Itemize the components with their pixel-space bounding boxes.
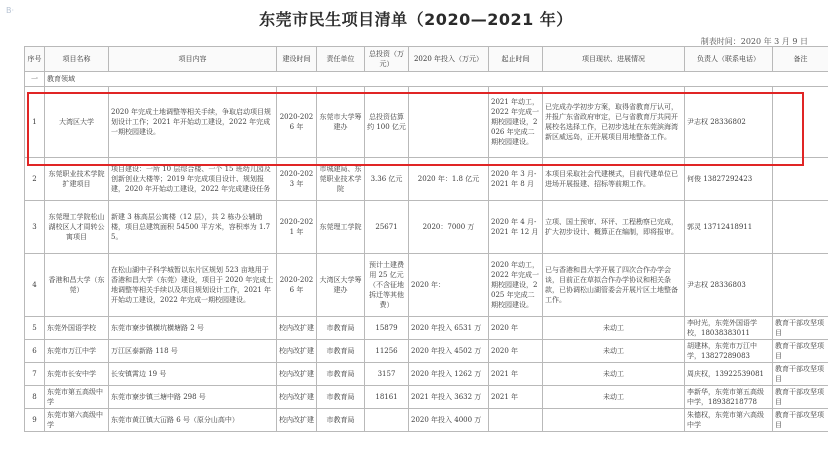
cell-content: 2020 年完成土地调整等相关手续，争取启动项目规划设计工作；2021 年开始动工建设，2022 年完成一期校园建设。: [109, 87, 277, 158]
cell-progress: 未动工: [543, 386, 685, 409]
cell-note: [773, 158, 829, 201]
header-content: 项目内容: [109, 47, 277, 72]
cell-milestone: 2021 年: [489, 363, 543, 386]
cell-unit: 市教育局: [317, 317, 365, 340]
section-row: [25, 72, 829, 87]
cell-seq: 3: [25, 201, 45, 254]
section-label: 教育领域: [45, 72, 829, 87]
cell-contact: 李新华，东莞市第五高级中学，18938218778: [685, 386, 773, 409]
cell-period: 校内改扩建: [277, 317, 317, 340]
cell-seq: 1: [25, 87, 45, 158]
corner-mark: B·: [6, 6, 15, 15]
cell-period: 校内改扩建: [277, 409, 317, 432]
cell-period: 2020-2026 年: [277, 254, 317, 317]
header-unit: 责任单位: [317, 47, 365, 72]
table-row: [25, 201, 829, 254]
cell-note: [773, 254, 829, 317]
cell-content: 新建 3 栋高层公寓楼（12 层），共 2 栋办公辅助楼，项目总建筑面积 54500 平方米，容积率为 1.75。: [109, 201, 277, 254]
cell-seq: 5: [25, 317, 45, 340]
cell-invest: 11256: [365, 340, 409, 363]
table-row: [25, 317, 829, 340]
cell-invest: 25671: [365, 201, 409, 254]
table-row: [25, 363, 829, 386]
cell-milestone: 2020 年 4 月-2021 年 12 月: [489, 201, 543, 254]
cell-period: 校内改扩建: [277, 363, 317, 386]
cell-progress: 未动工: [543, 363, 685, 386]
cell-content: 长安镇霄边 19 号: [109, 363, 277, 386]
cell-name: 东莞职业技术学院扩建项目: [45, 158, 109, 201]
cell-note: 教育干部攻坚项目: [773, 386, 829, 409]
cell-content: 东莞市黄江镇大冚路 6 号（原分山高中）: [109, 409, 277, 432]
cell-period: 2020-2026 年: [277, 87, 317, 158]
cell-name: 东莞市万江中学: [45, 340, 109, 363]
cell-contact: 郭灵 13712418911: [685, 201, 773, 254]
cell-seq: 8: [25, 386, 45, 409]
cell-plan2020: 2021 年投入 3632 万: [409, 386, 489, 409]
cell-unit: 市教育局: [317, 363, 365, 386]
cell-unit: 东莞理工学院: [317, 201, 365, 254]
cell-name: 香港和昌大学（东莞）: [45, 254, 109, 317]
cell-contact: 何俊 13827292423: [685, 158, 773, 201]
header-invest: 总投资（万元）: [365, 47, 409, 72]
cell-contact: 李时光，东莞外国语学校，18038383011: [685, 317, 773, 340]
cell-content: 东莞市寮步镇三塘中路 298 号: [109, 386, 277, 409]
cell-invest: 3157: [365, 363, 409, 386]
cell-content: 项目建设：一所 10 层综合楼、一个 15 班幼儿园及创新创业大楼等；2019 年完成项目设计、规划报建，2020 年开始动工建设，2022 年完成建设任务: [109, 158, 277, 201]
table-row: [25, 158, 829, 201]
cell-progress: 已与香港和昌大学开展了四次合作办学会谈，目前正在草拟合作办学协议和相关条款，已协调松山湖管委会开展片区土地整备工作。: [543, 254, 685, 317]
cell-contact: 周庆权，13922539081: [685, 363, 773, 386]
cell-note: 教育干部攻坚项目: [773, 363, 829, 386]
cell-plan2020: 2020 年投入 4502 万: [409, 340, 489, 363]
cell-seq: 6: [25, 340, 45, 363]
cell-unit: 东莞市大学筹建办: [317, 87, 365, 158]
cell-progress: 未动工: [543, 340, 685, 363]
cell-invest: [365, 409, 409, 432]
header-row: [25, 47, 829, 72]
cell-note: [773, 87, 829, 158]
cell-name: 东莞市第五高级中学: [45, 386, 109, 409]
cell-content: 在松山湖中子科学城暂以东片区规划 523 亩地用于香港和昌大学（东莞）建设，项目于 2020 年完成土地调整等相关手续以及项目规划设计工作，2021 年开始动工建设，2022 年完成一期校园建设。: [109, 254, 277, 317]
cell-content: 万江区泰新路 118 号: [109, 340, 277, 363]
table-row: [25, 87, 829, 158]
header-progress: 项目现状、进展情况: [543, 47, 685, 72]
cell-name: 东莞市长安中学: [45, 363, 109, 386]
cell-milestone: 2020 年: [489, 340, 543, 363]
cell-progress: 未动工: [543, 317, 685, 340]
section-seq: 一: [25, 72, 45, 87]
cell-plan2020: 2020：7000 万: [409, 201, 489, 254]
cell-name: 东莞市第六高级中学: [45, 409, 109, 432]
cell-milestone: 2020 年: [489, 317, 543, 340]
header-name: 项目名称: [45, 47, 109, 72]
header-plan2020: 2020 年投入（万元）: [409, 47, 489, 72]
project-table: [24, 46, 828, 432]
cell-note: 教育干部攻坚项目: [773, 340, 829, 363]
cell-unit: 市教育局: [317, 409, 365, 432]
header-period: 建设时间: [277, 47, 317, 72]
cell-period: 校内改扩建: [277, 340, 317, 363]
header-seq: 序号: [25, 47, 45, 72]
header-note: 备注: [773, 47, 829, 72]
table-row: [25, 254, 829, 317]
project-table-container: [24, 46, 828, 454]
cell-plan2020: 2020 年投入 4000 万: [409, 409, 489, 432]
cell-note: 教育干部攻坚项目: [773, 317, 829, 340]
header-milestone: 起止时间: [489, 47, 543, 72]
cell-plan2020: [409, 87, 489, 158]
cell-contact: 尹志权 28336802: [685, 87, 773, 158]
cell-invest: 总投资估算约 100 亿元: [365, 87, 409, 158]
cell-seq: 9: [25, 409, 45, 432]
table-row: [25, 409, 829, 432]
cell-unit: 市教育局: [317, 340, 365, 363]
cell-unit: 市教育局: [317, 386, 365, 409]
cell-invest: 18161: [365, 386, 409, 409]
cell-milestone: 2020 年动工，2022 年完成一期校园建设，2025 年完成二期校园建设。: [489, 254, 543, 317]
cell-name: 东莞外国语学校: [45, 317, 109, 340]
cell-content: 东莞市寮步镇横坑横塘路 2 号: [109, 317, 277, 340]
cell-plan2020: 2020 年投入 6531 万: [409, 317, 489, 340]
cell-progress: [543, 409, 685, 432]
cell-milestone: [489, 409, 543, 432]
page-title: 东莞市民生项目清单（2020—2021 年）: [259, 10, 573, 29]
cell-contact: 朱德权，东莞市第六高级中学: [685, 409, 773, 432]
cell-plan2020: 2020 年：1.8 亿元: [409, 158, 489, 201]
cell-progress: 本项目采取社会代建模式，目前代建单位已进场开展报建、招标等前期工作。: [543, 158, 685, 201]
cell-milestone: 2021 年: [489, 386, 543, 409]
cell-note: [773, 201, 829, 254]
cell-plan2020: 2020 年投入 1262 万: [409, 363, 489, 386]
cell-seq: 4: [25, 254, 45, 317]
cell-period: 2020-2021 年: [277, 201, 317, 254]
cell-plan2020: 2020 年：: [409, 254, 489, 317]
cell-name: 大湾区大学: [45, 87, 109, 158]
table-date: 制表时间：2020 年 3 月 9 日: [700, 37, 808, 46]
cell-unit: 市城建局、东莞职业技术学院: [317, 158, 365, 201]
table-row: [25, 340, 829, 363]
cell-unit: 大湾区大学筹建办: [317, 254, 365, 317]
cell-period: 2020-2023 年: [277, 158, 317, 201]
cell-invest: 3.36 亿元: [365, 158, 409, 201]
cell-invest: 15879: [365, 317, 409, 340]
table-row: [25, 386, 829, 409]
cell-seq: 7: [25, 363, 45, 386]
cell-period: 校内改扩建: [277, 386, 317, 409]
cell-invest: 预计土建费用 25 亿元（不含征地拆迁等其他费）: [365, 254, 409, 317]
cell-milestone: 2020 年 3 月-2021 年 8 月: [489, 158, 543, 201]
cell-progress: 已完成办学初步方案，取得省教育厅认可，并报广东省政府审定，已与省教育厅共同开展校名选择工作，已初步选址在东莞滨海湾新区威远岛，正开展项目用地整备工作。: [543, 87, 685, 158]
cell-contact: 尹志权 28336803: [685, 254, 773, 317]
cell-contact: 胡建林，东莞市万江中学，13827289083: [685, 340, 773, 363]
cell-milestone: 2021 年动工，2022 年完成一期校园建设，2026 年完成二期校园建设。: [489, 87, 543, 158]
cell-name: 东莞理工学院松山湖校区人才周转公寓项目: [45, 201, 109, 254]
cell-seq: 2: [25, 158, 45, 201]
cell-progress: 立项、国土预审、环评、工程勘察已完成，扩大初步设计、概算正在编制，即将报审。: [543, 201, 685, 254]
cell-note: 教育干部攻坚项目: [773, 409, 829, 432]
header-contact: 负责人（联系电话）: [685, 47, 773, 72]
